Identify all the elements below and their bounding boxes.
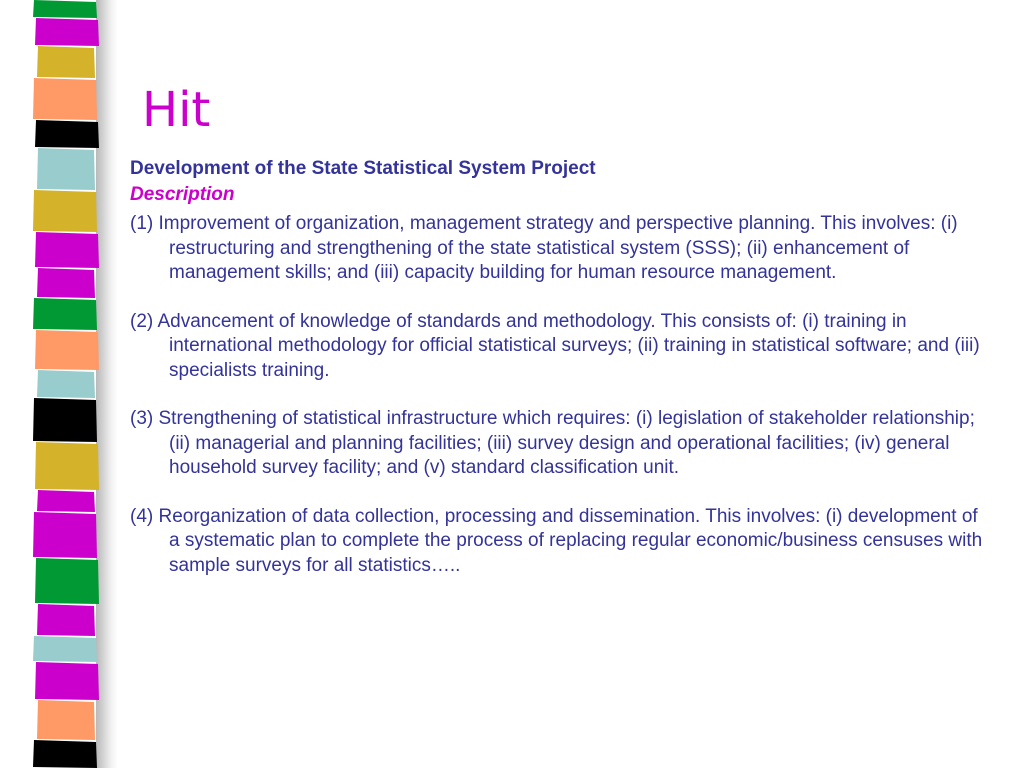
stripe-band (35, 558, 99, 604)
stripe-band (35, 18, 99, 46)
project-title: Development of the State Statistical System Project (130, 158, 596, 179)
stripe-band (33, 398, 97, 442)
stripe-band (37, 148, 95, 190)
paragraph-4: (4) Reorganization of data collection, processing and dissemination. This involves: (i) development of a systematic plan to complete the process of replacing regular economic/business censuses with sample surveys for all statistics….. (130, 505, 983, 576)
stripe-band (37, 268, 95, 298)
stripe-band (33, 190, 97, 232)
stripe-band (37, 700, 95, 740)
stripe-band (35, 232, 99, 268)
slide-body (130, 156, 990, 602)
slide-title: Hit (142, 82, 211, 138)
paragraph-1: (1) Improvement of organization, management strategy and perspective planning. This involves: (i) restructuring and strengthening of the state statistical system (SSS); (ii) enhancement of management skills; and (iii) capacity building for human resource management. (130, 213, 958, 283)
stripe-band (35, 442, 99, 490)
paragraph-3: (3) Strengthening of statistical infrastructure which requires: (i) legislation of stakeholder relationship; (ii) managerial and planning facilities; (iii) survey design and operational facilities; (iv) general household survey facility; and (v) standard classification unit. (130, 408, 975, 478)
decorative-color-stripe (0, 0, 120, 768)
stripe-band (37, 490, 95, 512)
stripe-band (35, 330, 99, 370)
description-label: Description (130, 184, 235, 205)
stripe-band (33, 636, 97, 662)
stripe-band (37, 370, 95, 398)
stripe-band (33, 512, 97, 558)
stripe-band (37, 604, 95, 636)
paragraph-2: (2) Advancement of knowledge of standards and methodology. This consists of: (i) training in international methodology for official statistical surveys; (ii) training in statistical software; and (iii) specialists training. (130, 310, 980, 381)
stripe-band (35, 120, 99, 148)
stripe-band (33, 78, 97, 120)
stripe-band (37, 46, 95, 78)
stripe-band (33, 0, 97, 18)
stripe-band (33, 740, 97, 768)
stripe-band (33, 298, 97, 330)
stripe-band (35, 662, 99, 700)
